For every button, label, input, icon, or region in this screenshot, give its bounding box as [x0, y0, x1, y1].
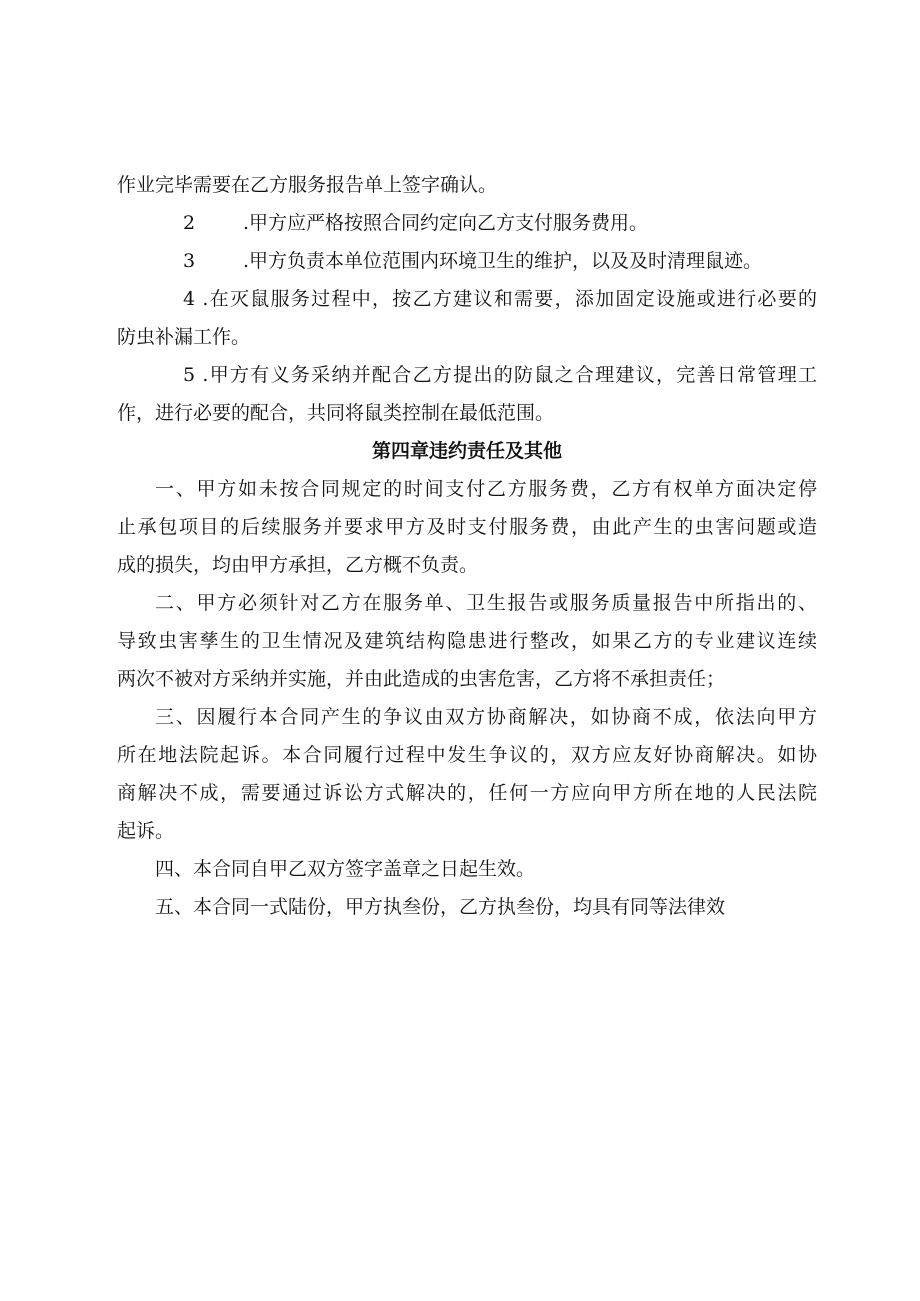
- clause-1-line-2: 止承包项目的后续服务并要求甲方及时支付服务费，由此产生的虫害问题或造: [117, 516, 817, 538]
- clause-2-line-3: 两次不被对方采纳并实施，并由此造成的虫害危害，乙方将不承担责任；: [117, 668, 726, 690]
- clause-2-line-1: 二、甲方必须针对乙方在服务单、卫生报告或服务质量报告中所指出的、: [155, 592, 817, 614]
- clause-4: 四、本合同自甲乙双方签字盖章之日起生效。: [155, 858, 536, 880]
- clause-3-line-2: 所在地法院起诉。本合同履行过程中发生争议的，双方应友好协商解决。如协: [117, 744, 817, 766]
- item-4-line-2: 防虫补漏工作。: [117, 326, 251, 348]
- clause-1-line-1: 一、甲方如未按合同规定的时间支付乙方服务费，乙方有权单方面决定停: [155, 478, 817, 500]
- item-5-line-2: 作，进行必要的配合，共同将鼠类控制在最低范围。: [117, 402, 555, 424]
- item-2-number: 2: [183, 212, 196, 234]
- clause-1-line-3: 成的损失，均由甲方承担，乙方概不负责。: [117, 554, 479, 576]
- document-body: [117, 166, 817, 926]
- clause-2-line-2: 导致虫害孳生的卫生情况及建筑结构隐患进行整改，如果乙方的专业建议连续: [117, 630, 817, 652]
- intro-line: 作业完毕需要在乙方服务报告单上签字确认。: [117, 174, 498, 196]
- item-3-number: 3: [183, 250, 196, 272]
- chapter-title: 第四章违约责任及其他: [371, 440, 562, 462]
- clause-3-line-1: 三、因履行本合同产生的争议由双方协商解决，如协商不成，依法向甲方: [155, 706, 817, 728]
- item-3: [117, 242, 817, 280]
- clause-3-line-4: 起诉。: [117, 820, 175, 842]
- item-2-text: .甲方应严格按照合同约定向乙方支付服务费用。: [243, 212, 649, 234]
- clause-3-line-3: 商解决不成，需要通过诉讼方式解决的，任何一方应向甲方所在地的人民法院: [117, 782, 817, 804]
- item-5-line-1: 5 .甲方有义务采纳并配合乙方提出的防鼠之合理建议，完善日常管理工: [183, 364, 817, 386]
- item-4-line-1: 4 .在灭鼠服务过程中，按乙方建议和需要，添加固定设施或进行必要的: [183, 288, 817, 310]
- clause-5: 五、本合同一式陆份，甲方执叁份，乙方执叁份，均具有同等法律效: [155, 896, 726, 918]
- item-2: [117, 204, 817, 242]
- item-3-text: .甲方负责本单位范围内环境卫生的维护，以及及时清理鼠迹。: [243, 250, 763, 272]
